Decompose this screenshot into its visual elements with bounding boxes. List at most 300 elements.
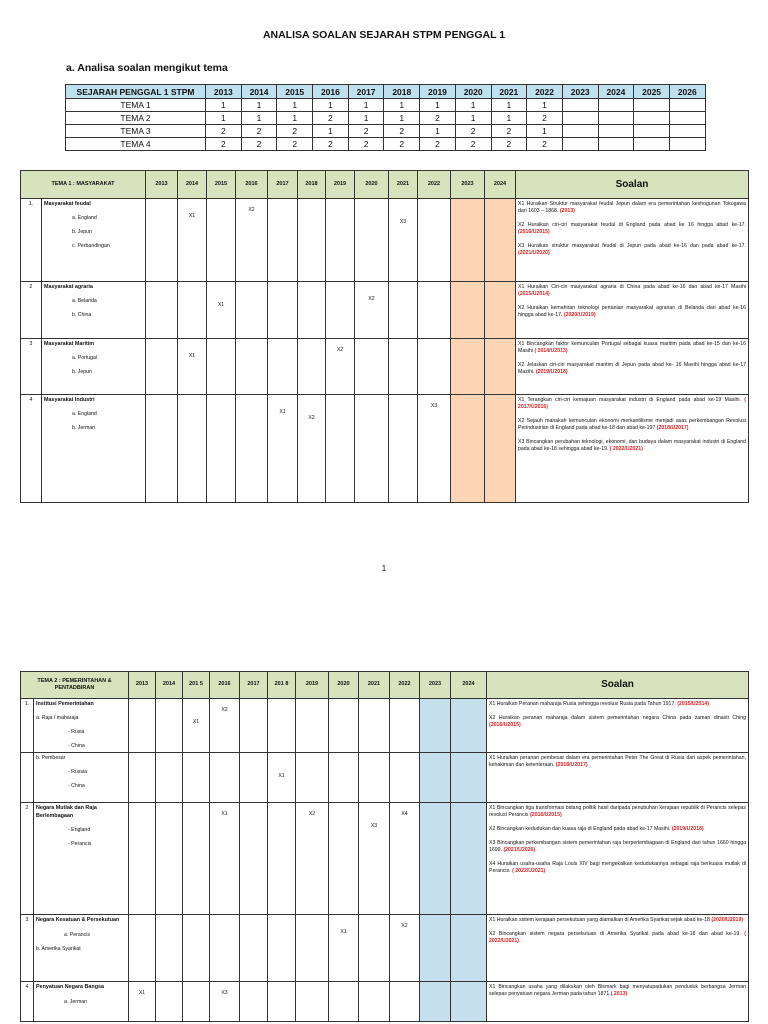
summary-count-cell: [669, 112, 705, 125]
year-mark-cell: [268, 915, 296, 982]
section-subtitle: a. Analisa soalan mengikut tema: [66, 62, 228, 74]
year-mark-cell: [210, 915, 240, 982]
subtopic: b. Jepun: [72, 229, 92, 236]
subtopic: b. Pembesar: [36, 755, 66, 762]
subtopic: b. Jerman: [72, 425, 96, 432]
summary-count-cell: 2: [241, 125, 277, 138]
question-text: [489, 861, 746, 875]
question-text: [489, 755, 746, 769]
year-mark-cell: [296, 699, 329, 753]
question-text: [489, 840, 746, 854]
year-mark-cell: [298, 282, 326, 339]
year-mark-cell: [359, 982, 390, 1022]
theme1-table: [20, 170, 749, 503]
subtopic: a. England: [72, 215, 97, 222]
summary-count-cell: 1: [241, 112, 277, 125]
question-year: (2020/U2019): [563, 312, 596, 319]
year-mark-cell: [420, 915, 451, 982]
topic-title: Penyatuan Negara Bangsa: [36, 984, 105, 991]
year-mark-cell: [329, 699, 359, 753]
summary-count-cell: 2: [384, 138, 420, 151]
question-body: X2 Huraikan peranan maharaja dalam sistem pemerintahan negara China pada zaman dinasti Ching: [489, 715, 746, 722]
summary-count-cell: 2: [277, 138, 313, 151]
summary-header-year: 2026: [669, 85, 705, 99]
year-header: 2020: [329, 672, 359, 699]
summary-count-cell: [598, 125, 634, 138]
question-cell: [487, 982, 749, 1022]
summary-count-cell: 1: [455, 99, 491, 112]
year-mark-cell: [183, 803, 210, 915]
year-mark-cell: X2: [236, 199, 268, 282]
year-mark-cell: [359, 699, 390, 753]
summary-count-cell: 2: [206, 138, 242, 151]
year-mark-cell: X3: [418, 395, 451, 503]
question-body: X3 Huraikan struktur masyarakat feudal di Jepun pada abad ke-16 dan pada abad ke-17.: [518, 243, 746, 250]
question-text: [518, 284, 746, 298]
year-header: 2024: [485, 171, 516, 199]
question-body: X1 Huraikan Ciri-ciri masyarakat agraria di China pada abad ke-16 dan abad ke-17 Masihi: [518, 284, 746, 290]
year-mark-cell: [326, 199, 355, 282]
year-mark-cell: [451, 699, 487, 753]
topic-number: 4: [21, 982, 34, 1022]
year-mark-cell: [240, 753, 268, 803]
year-mark-cell: X1: [210, 803, 240, 915]
page-title: ANALISA SOALAN SEJARAH STPM PENGGAL 1: [262, 29, 506, 41]
year-mark-cell: [451, 395, 485, 503]
year-mark-cell: [129, 915, 156, 982]
summary-count-cell: 2: [527, 112, 563, 125]
year-header: 2019: [326, 171, 355, 199]
topic-number: 4: [21, 395, 42, 503]
year-mark-cell: [298, 199, 326, 282]
year-mark-cell: [183, 753, 210, 803]
summary-header-year: 2020: [455, 85, 491, 99]
question-body: X2 Bincangkan sistem negara persekutuan di Amerika Syarikat pada abad ke-18 dan abad ke-19.: [489, 931, 745, 938]
year-mark-cell: [418, 339, 451, 395]
question-year: (2015/U2014): [518, 291, 550, 298]
year-mark-cell: [240, 803, 268, 915]
topic-cell: [42, 282, 146, 339]
question-body: X1 Bincangkan usaha yang dilakukan oleh Bismark bagi menyatupadukan penduduk berbangsa Jerman selepas penyatuan negara Jerman pada tahun 1871: [489, 984, 746, 998]
summary-count-cell: 2: [206, 125, 242, 138]
year-mark-cell: X3: [389, 199, 418, 282]
year-mark-cell: [236, 395, 268, 503]
year-header: 2013: [129, 672, 156, 699]
year-mark-cell: [129, 803, 156, 915]
subtopic: - Rusia: [68, 729, 85, 736]
year-mark-cell: [451, 915, 487, 982]
topic-cell: [42, 339, 146, 395]
year-mark-cell: [451, 339, 485, 395]
year-mark-cell: X2: [355, 282, 389, 339]
theme2-header-row: [21, 672, 749, 699]
year-mark-cell: [329, 753, 359, 803]
question-year: (2021/U2020): [518, 250, 550, 257]
summary-count-cell: 1: [206, 112, 242, 125]
topic-title: Masyarakat Maritim: [44, 341, 95, 347]
year-mark-cell: [359, 753, 390, 803]
topic-cell: [34, 753, 129, 803]
summary-header-year: 2014: [241, 85, 277, 99]
subtopic: - China: [68, 783, 85, 790]
year-mark-cell: [451, 199, 485, 282]
topic-number: 1.: [21, 699, 34, 753]
summary-count-cell: 1: [313, 99, 349, 112]
question-body: X2 Huraikan kemahiran teknologi pertanian masyarakat agrarian di Belanda dari abad ke-16 hingga abad ke-17.: [518, 305, 746, 319]
summary-count-cell: 2: [277, 125, 313, 138]
summary-count-cell: 2: [348, 138, 384, 151]
summary-header-year: 2016: [313, 85, 349, 99]
question-text: [489, 917, 746, 924]
year-mark-cell: [451, 982, 487, 1022]
summary-count-cell: 1: [420, 99, 456, 112]
summary-count-cell: 1: [527, 125, 563, 138]
subtopic: - Perancis: [68, 840, 92, 847]
question-body: X3 Bincangkan perubahan teknologi, ekonomi, dan budaya dalam masyarakat industri di England pada abad ke-18 sehingga abad ke-19.: [518, 439, 746, 453]
subtopic: a. Raja / maharaja: [36, 715, 79, 722]
summary-count-cell: 2: [384, 125, 420, 138]
summary-count-cell: [562, 138, 598, 151]
subtopic: - England: [68, 826, 91, 833]
summary-count-cell: 1: [420, 125, 456, 138]
question-text: [518, 341, 746, 355]
year-mark-cell: X2: [210, 699, 240, 753]
question-text: [518, 397, 746, 411]
summary-count-cell: 2: [348, 125, 384, 138]
theme-header-label: TEMA 1 : MASYARAKAT: [21, 171, 146, 199]
year-mark-cell: [451, 803, 487, 915]
summary-count-cell: [634, 125, 670, 138]
topic-row: [21, 699, 749, 753]
year-mark-cell: X1: [183, 699, 210, 753]
question-body: X1 Huraikan sistem kerajaan persekutuan yang diamalkan di Amerika Syarikat sejak abad ke-18: [489, 917, 712, 924]
year-header: 2014: [156, 672, 183, 699]
topic-number: 2: [21, 282, 42, 339]
year-header: 201 8: [268, 672, 296, 699]
question-cell: [487, 699, 749, 753]
question-cell: [487, 803, 749, 915]
summary-count-cell: 1: [313, 125, 349, 138]
topic-number: [21, 753, 34, 803]
year-header: 2023: [420, 672, 451, 699]
year-mark-cell: [326, 282, 355, 339]
topic-title: Masyarakat feudal: [44, 201, 91, 207]
year-mark-cell: [268, 803, 296, 915]
question-text: [489, 805, 746, 819]
summary-count-cell: 1: [491, 99, 527, 112]
summary-row: [66, 99, 706, 112]
question-text: [518, 418, 746, 432]
question-body: X2 Sejauh manakah kemunculan ekonomi merkantilisme menjadi asas perkembangan Revolusi Perindustrian di England pada abad ke-18 dan abad ke-19?: [518, 418, 746, 432]
year-mark-cell: [240, 699, 268, 753]
summary-count-cell: 2: [455, 138, 491, 151]
soalan-header: Soalan: [516, 171, 749, 199]
year-mark-cell: [418, 282, 451, 339]
year-mark-cell: [485, 395, 516, 503]
question-body: X1 Terangkan ciri-ciri kemajuan masyarakat industri di England pada abad ke-19 Masihi.: [518, 397, 745, 403]
year-mark-cell: [178, 282, 207, 339]
year-mark-cell: [389, 339, 418, 395]
question-text: [518, 222, 746, 236]
summary-count-cell: 2: [491, 125, 527, 138]
year-mark-cell: [129, 753, 156, 803]
summary-count-cell: [634, 99, 670, 112]
topic-number: 3: [21, 915, 34, 982]
question-year: (2018/U2017): [656, 425, 689, 432]
topic-title: Negara Mutlak dan Raja Berlembagaan: [36, 805, 97, 819]
page-number: 1: [381, 564, 387, 573]
year-mark-cell: X3: [359, 803, 390, 915]
year-mark-cell: [183, 915, 210, 982]
question-text: [489, 826, 746, 833]
year-mark-cell: [236, 339, 268, 395]
summary-theme-label: TEMA 3: [66, 125, 206, 138]
topic-cell: [42, 395, 146, 503]
theme-header-label: TEMA 2 : PEMERINTAHAN & PENTADBIRAN: [21, 672, 129, 699]
year-mark-cell: [355, 395, 389, 503]
year-mark-cell: [298, 339, 326, 395]
year-mark-cell: [129, 699, 156, 753]
year-mark-cell: [146, 339, 178, 395]
subtopic: a. England: [72, 411, 97, 418]
year-mark-cell: [296, 915, 329, 982]
year-mark-cell: [240, 982, 268, 1022]
question-text: [518, 362, 746, 376]
subtopic: a. Perancis: [64, 931, 90, 938]
question-body: X1 Bincangkan faktor kemunculan Portugal sebagai kuasa maritim pada abad ke-15 dan ke-16 Masihi: [518, 341, 746, 355]
summary-count-cell: 2: [491, 138, 527, 151]
year-mark-cell: [418, 199, 451, 282]
summary-header-year: 2024: [598, 85, 634, 99]
year-mark-cell: [355, 339, 389, 395]
year-header: 2019: [296, 672, 329, 699]
summary-count-cell: 1: [277, 99, 313, 112]
question-year: ( 2014/U2013): [534, 348, 568, 355]
subtopic: a. Jerman: [64, 998, 88, 1005]
year-header: 2024: [451, 672, 487, 699]
topic-number: 1.: [21, 199, 42, 282]
summary-count-cell: 1: [384, 112, 420, 125]
question-text: [489, 984, 746, 998]
year-mark-cell: [156, 982, 183, 1022]
subtopic: b. Jepun: [72, 369, 92, 376]
topic-row: [21, 803, 749, 915]
summary-count-cell: [598, 138, 634, 151]
year-mark-cell: [485, 199, 516, 282]
year-mark-cell: X2: [390, 915, 420, 982]
year-header: 2022: [418, 171, 451, 199]
topic-row: [21, 915, 749, 982]
question-body: X1 Huraikan peranan pembesar dalam era pemerintahan Peter The Great di Rusia dari aspek pemerintahan, kehakiman dan ketenteraan.: [489, 755, 746, 769]
year-mark-cell: X2: [296, 803, 329, 915]
question-year: (2019/U2018): [671, 826, 704, 833]
summary-header-year: 2019: [420, 85, 456, 99]
year-header: 2022: [390, 672, 420, 699]
year-mark-cell: [183, 982, 210, 1022]
subtopic: b. Amerika Syarikat: [36, 945, 81, 952]
year-mark-cell: [178, 395, 207, 503]
summary-theme-label: TEMA 1: [66, 99, 206, 112]
summary-header-year: 2022: [527, 85, 563, 99]
question-body: X2 Huraikan ciri-ciri masyarakat feudal di England pada abad ke 16 hingga abad ke-17.: [518, 222, 746, 229]
question-year: (2016/U2015): [489, 722, 521, 729]
year-header: 2017: [268, 171, 298, 199]
year-mark-cell: [268, 339, 298, 395]
summary-row: [66, 112, 706, 125]
year-mark-cell: [359, 915, 390, 982]
year-mark-cell: [146, 199, 178, 282]
year-mark-cell: [420, 982, 451, 1022]
year-header: 2017: [240, 672, 268, 699]
summary-count-cell: [598, 112, 634, 125]
year-mark-cell: [268, 199, 298, 282]
summary-count-cell: 2: [455, 125, 491, 138]
year-mark-cell: X2: [298, 395, 326, 503]
summary-count-cell: [562, 99, 598, 112]
topic-cell: [34, 982, 129, 1022]
question-year: ( 2013): [610, 991, 628, 998]
question-year: (2016/U2015): [518, 229, 550, 236]
question-year: (2018/U2017): [555, 762, 588, 769]
topic-row: [21, 982, 749, 1022]
year-mark-cell: [326, 395, 355, 503]
theme2-table: [20, 671, 749, 1022]
summary-count-cell: 1: [384, 99, 420, 112]
year-mark-cell: [390, 982, 420, 1022]
year-mark-cell: [485, 282, 516, 339]
summary-header-year: 2018: [384, 85, 420, 99]
question-year: ( 2022/U2021): [512, 868, 546, 875]
summary-header-row: [66, 85, 706, 99]
topic-title: Institusi Pemerintahan: [36, 701, 94, 707]
soalan-header: Soalan: [487, 672, 749, 699]
question-year: ( 2022/U2021): [609, 446, 643, 453]
question-cell: [516, 282, 749, 339]
subtopic: a. Belanda: [72, 298, 97, 305]
topic-number: 3: [21, 339, 42, 395]
theme1-header-row: [21, 171, 749, 199]
summary-count-cell: [562, 112, 598, 125]
question-year: (2015/U2014): [677, 701, 709, 707]
topic-row: [21, 282, 749, 339]
year-mark-cell: [296, 753, 329, 803]
summary-header-label: SEJARAH PENGGAL 1 STPM: [66, 85, 206, 99]
summary-header-year: 2021: [491, 85, 527, 99]
summary-count-cell: 2: [420, 138, 456, 151]
question-cell: [487, 915, 749, 982]
year-mark-cell: [268, 699, 296, 753]
year-mark-cell: [210, 753, 240, 803]
year-mark-cell: [296, 982, 329, 1022]
question-body: X1 Huraikan Struktur masyarakat feudal Jepun dalam era pemerintahan keshogunan Tokugawa dari 1603 – 1868.: [518, 201, 746, 215]
summary-row: [66, 125, 706, 138]
question-body: X4 Huraikan usaha-usaha Raja Louis XIV bagi mengekalkan kedudukannya sebagai raja berkuasa mutlak di Perancis.: [489, 861, 746, 875]
summary-count-cell: [669, 99, 705, 112]
year-header: 2021: [359, 672, 390, 699]
question-year: (2019/U2018): [535, 369, 568, 376]
summary-count-cell: [669, 138, 705, 151]
question-cell: [516, 395, 749, 503]
question-cell: [487, 753, 749, 803]
question-text: [489, 715, 746, 729]
question-body: X1 Bincangkan tiga transformasi bidang politik hasil daripada penubuhan kerajaan republik di Perancis selepas revolusi Perancis: [489, 805, 746, 819]
year-mark-cell: [390, 753, 420, 803]
year-mark-cell: [420, 803, 451, 915]
year-mark-cell: [390, 699, 420, 753]
summary-count-cell: 1: [491, 112, 527, 125]
year-header: 2014: [178, 171, 207, 199]
year-mark-cell: X1: [178, 199, 207, 282]
summary-count-cell: [562, 125, 598, 138]
question-text: [489, 931, 746, 945]
year-header: 2020: [355, 171, 389, 199]
year-mark-cell: [146, 395, 178, 503]
summary-count-cell: [634, 112, 670, 125]
subtopic: - Russia: [68, 769, 88, 776]
summary-theme-label: TEMA 2: [66, 112, 206, 125]
year-header: 2016: [210, 672, 240, 699]
question-body: X2 Jelaskan ciri-ciri masyarakat maritim di Jepun pada abad ke- 16 Masihi hingga abad ke-17 Masihi.: [518, 362, 746, 376]
summary-count-cell: 2: [527, 138, 563, 151]
year-header: 201 5: [183, 672, 210, 699]
question-body: X1 Huraikan Peranan maharaja Rusia sehingga revolusi Rusia pada Tahun 1917.: [489, 701, 678, 707]
summary-header-year: 2013: [206, 85, 242, 99]
summary-header-year: 2025: [634, 85, 670, 99]
summary-count-cell: 1: [348, 99, 384, 112]
year-mark-cell: X1: [268, 395, 298, 503]
question-cell: [516, 199, 749, 282]
topic-row: [21, 395, 749, 503]
year-mark-cell: [389, 282, 418, 339]
year-header: 2023: [451, 171, 485, 199]
question-text: [518, 439, 746, 453]
topic-number: 2: [21, 803, 34, 915]
question-body: X2 Bincangkan kedudukan dan kuasa raja di England pada abad ke-17 Masihi.: [489, 826, 672, 833]
question-year: (2016/U2015): [529, 812, 562, 819]
topic-row: [21, 339, 749, 395]
summary-row: [66, 138, 706, 151]
year-mark-cell: [420, 753, 451, 803]
question-year: (2020/U2019): [711, 917, 744, 924]
year-mark-cell: [156, 699, 183, 753]
year-mark-cell: [355, 199, 389, 282]
year-header: 2018: [298, 171, 326, 199]
summary-count-cell: [634, 138, 670, 151]
year-mark-cell: [451, 753, 487, 803]
year-mark-cell: X3: [210, 982, 240, 1022]
topic-row: [21, 753, 749, 803]
year-mark-cell: [207, 395, 236, 503]
summary-count-cell: 1: [206, 99, 242, 112]
year-mark-cell: [146, 282, 178, 339]
year-mark-cell: [389, 395, 418, 503]
year-mark-cell: X4: [390, 803, 420, 915]
question-cell: [516, 339, 749, 395]
topic-cell: [34, 803, 129, 915]
summary-header-year: 2015: [277, 85, 313, 99]
subtopic: c. Perbandingan: [72, 243, 110, 250]
question-year: (2013): [559, 208, 575, 215]
year-mark-cell: X1: [178, 339, 207, 395]
year-mark-cell: [207, 199, 236, 282]
question-body: X3 Bincangkan perkembangan sistem pemerintahan raja berperlembagaan di England dari tahun 1660 hingga 1699.: [489, 840, 746, 854]
year-mark-cell: X2: [326, 339, 355, 395]
summary-count-cell: 2: [313, 138, 349, 151]
topic-title: Masyarakat Industri: [44, 397, 95, 403]
summary-header-year: 2017: [348, 85, 384, 99]
question-text: [518, 305, 746, 319]
year-header: 2013: [146, 171, 178, 199]
